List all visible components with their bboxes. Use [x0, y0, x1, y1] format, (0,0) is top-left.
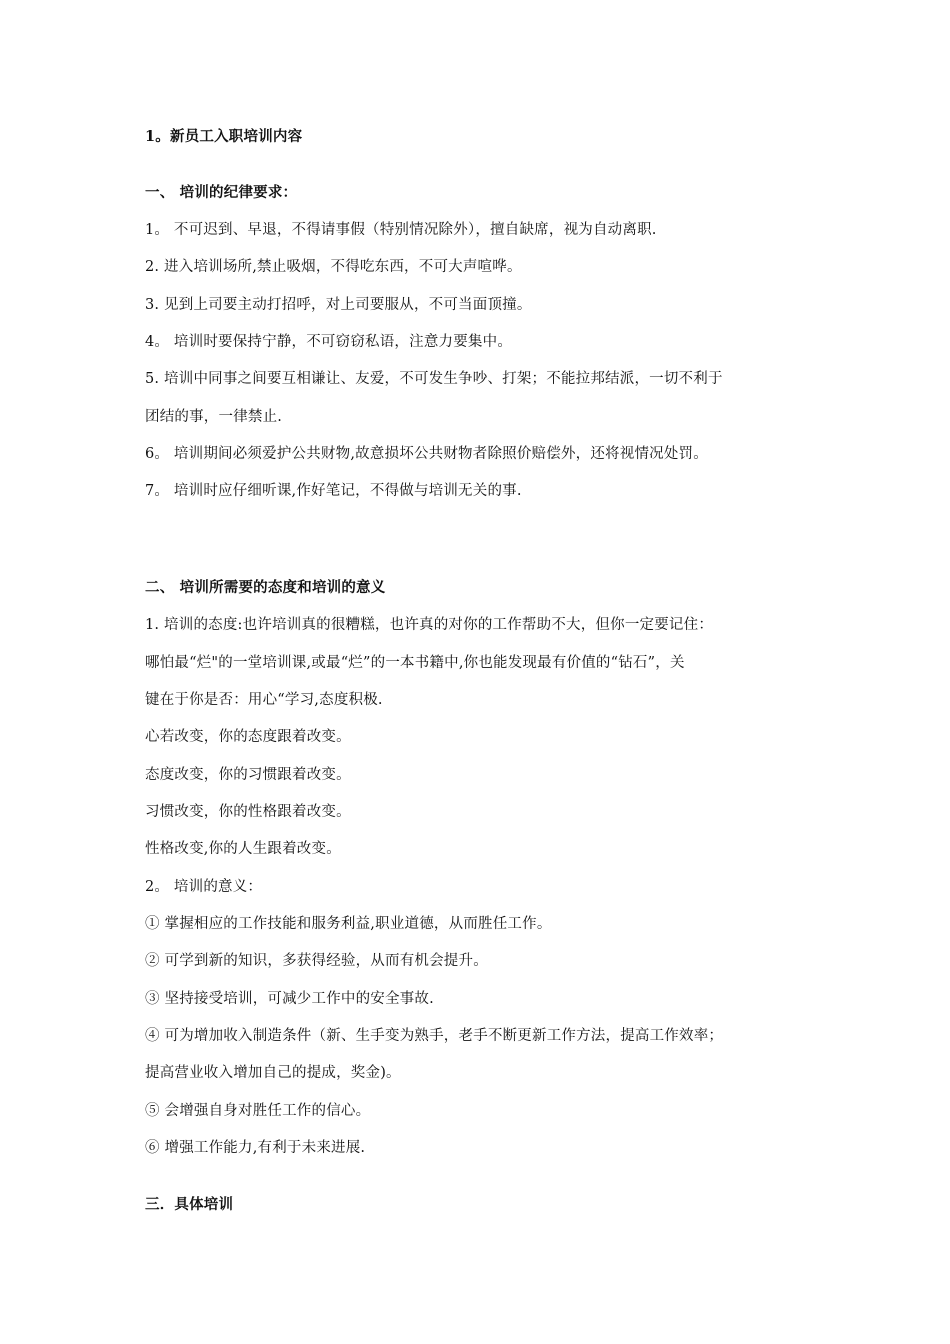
section1-item-7: 7。 培训时应仔细听课,作好笔记，不得做与培训无关的事. [145, 483, 522, 499]
section2-line-10: ② 可学到新的知识，多获得经验，从而有机会提升。 [145, 953, 488, 969]
section2-line-6: 习惯改变，你的性格跟着改变。 [145, 804, 351, 820]
section2-line-15: ⑥ 增强工作能力,有利于未来进展. [145, 1140, 366, 1156]
section2-line-13: 提高营业收入增加自己的提成，奖金)。 [145, 1065, 401, 1081]
section1-heading: 一、 培训的纪律要求： [145, 184, 298, 201]
section2-line-12: ④ 可为增加收入制造条件（新、生手变为熟手，老手不断更新工作方法，提高工作效率； [145, 1028, 724, 1044]
section1-item-5: 5. 培训中同事之间要互相谦让、友爱，不可发生争吵、打架；不能拉邦结派，一切不利于 [145, 371, 723, 387]
section2-line-1: 1. 培训的态度:也许培训真的很糟糕，也许真的对你的工作帮助不大，但你一定要记住： [145, 617, 714, 633]
section2-line-14: ⑤ 会增强自身对胜任工作的信心。 [145, 1103, 371, 1119]
section2-line-11: ③ 坚持接受培训，可减少工作中的安全事故. [145, 991, 434, 1007]
section1-item-6: 6。 培训期间必须爱护公共财物,故意损坏公共财物者除照价赔偿外，还将视情况处罚。 [145, 446, 708, 462]
section1-item-2: 2. 进入培训场所,禁止吸烟，不得吃东西，不可大声喧哗。 [145, 259, 522, 275]
section2-line-5: 态度改变，你的习惯跟着改变。 [145, 767, 351, 783]
section1-item-5-continued: 团结的事，一律禁止. [145, 409, 283, 425]
section2-line-7: 性格改变,你的人生跟着改变。 [145, 841, 341, 857]
section2-line-4: 心若改变，你的态度跟着改变。 [145, 729, 351, 745]
section2-heading: 二、 培训所需要的态度和培训的意义 [145, 579, 386, 596]
section2-line-2: 哪怕最“烂"的一堂培训课,或最“烂”的一本书籍中,你也能发现最有价值的“钻石”，关 [145, 655, 685, 671]
section2-line-3: 键在于你是否：用心“学习,态度积极. [145, 692, 383, 708]
section1-item-1: 1。 不可迟到、早退，不得请事假（特别情况除外），擅自缺席，视为自动离职. [145, 222, 657, 238]
document-title: 1。新员工入职培训内容 [145, 128, 303, 145]
section1-item-4: 4。 培训时要保持宁静，不可窃窃私语，注意力要集中。 [145, 334, 513, 350]
section2-line-8: 2。 培训的意义： [145, 879, 263, 895]
section3-heading: 三．具体培训 [145, 1196, 234, 1213]
section1-item-3: 3. 见到上司要主动打招呼，对上司要服从，不可当面顶撞。 [145, 297, 532, 313]
section2-line-9: ① 掌握相应的工作技能和服务利益,职业道德，从而胜任工作。 [145, 916, 552, 932]
